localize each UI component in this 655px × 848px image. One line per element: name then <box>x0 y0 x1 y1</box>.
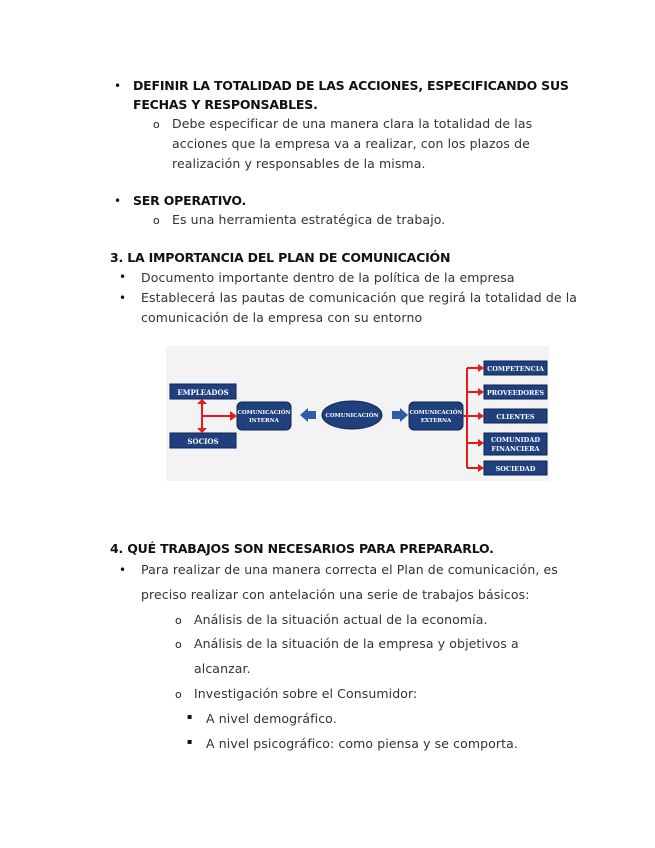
circle-bullet: o <box>175 614 182 627</box>
section4-sub1: Análisis de la situación actual de la economía. <box>194 612 488 627</box>
section3-heading: 3. LA IMPORTANCIA DEL PLAN DE COMUNICACIÓN <box>110 250 451 265</box>
section4-sub2-cont: alcanzar. <box>194 661 251 676</box>
interna-label-2: INTERNA <box>249 418 279 424</box>
square-bullet: ▪ <box>187 737 193 746</box>
section4-subsub1: A nivel demográfico. <box>206 711 337 726</box>
item1-sub-text: Debe especificar de una manera clara la totalidad de las <box>172 116 533 131</box>
item1-sub-text-3: realización y responsables de la misma. <box>172 156 426 171</box>
item1-sub-text-2: acciones que la empresa va a realizar, con los plazos de <box>172 136 530 151</box>
externa-label-1: COMUNICACIÓN <box>409 410 463 416</box>
box-comunidad-financiera <box>484 433 547 455</box>
bullet-mark: • <box>119 563 127 577</box>
section3-bullet2-cont: comunicación de la empresa con su entorno <box>141 310 423 325</box>
proveedores-label: PROVEEDORES <box>486 389 545 397</box>
box-socios <box>170 433 236 448</box>
bullet-mark: • <box>114 194 122 208</box>
circle-bullet: o <box>153 118 160 131</box>
section4-bullet1: Para realizar de una manera correcta el Plan de comunicación, es <box>141 562 558 577</box>
section4-sub2: Análisis de la situación de la empresa y objetivos a <box>194 636 519 651</box>
item2-sub-text: Es una herramienta estratégica de trabajo. <box>172 212 446 227</box>
item1-title-cont: FECHAS Y RESPONSABLES. <box>133 97 318 112</box>
section4-subsub2: A nivel psicográfico: como piensa y se comporta. <box>206 736 518 751</box>
center-label: COMUNICACIÓN <box>325 413 379 419</box>
box-comunicacion-interna <box>237 402 291 430</box>
circle-bullet: o <box>153 214 160 227</box>
section4-heading: 4. QUÉ TRABAJOS SON NECESARIOS PARA PREPARARLO. <box>110 541 494 556</box>
communication-diagram <box>166 346 549 481</box>
bullet-mark: • <box>119 270 127 284</box>
interna-label-1: COMUNICACIÓN <box>237 410 291 416</box>
ellipse-comunicacion <box>322 401 382 429</box>
box-clientes <box>484 409 547 423</box>
comunidad-label-2: FINANCIERA <box>491 445 540 453</box>
bullet-mark: • <box>119 291 127 305</box>
circle-bullet: o <box>175 688 182 701</box>
section4-sub3: Investigación sobre el Consumidor: <box>194 686 418 701</box>
box-empleados <box>170 384 236 399</box>
clientes-label: CLIENTES <box>496 413 535 421</box>
externa-label-2: EXTERNA <box>420 418 452 424</box>
box-sociedad <box>484 461 547 475</box>
comunidad-label-1: COMUNIDAD <box>491 436 540 444</box>
bullet-mark: • <box>114 79 122 93</box>
section3-bullet1: Documento importante dentro de la política de la empresa <box>141 270 515 285</box>
square-bullet: ▪ <box>187 712 193 721</box>
box-comunicacion-externa <box>409 402 463 430</box>
section3-bullet2: Establecerá las pautas de comunicación que regirá la totalidad de la <box>141 290 578 305</box>
box-proveedores <box>484 385 547 399</box>
box-competencia <box>484 361 547 375</box>
item1-title: DEFINIR LA TOTALIDAD DE LAS ACCIONES, ESPECIFICANDO SUS <box>133 78 569 93</box>
sociedad-label: SOCIEDAD <box>495 465 536 473</box>
section4-bullet1-cont: preciso realizar con antelación una serie de trabajos básicos: <box>141 587 530 602</box>
competencia-label: COMPETENCIA <box>487 365 544 373</box>
circle-bullet: o <box>175 638 182 651</box>
box-socios-label: SOCIOS <box>187 437 219 446</box>
item2-title: SER OPERATIVO. <box>133 193 247 208</box>
box-empleados-label: EMPLEADOS <box>177 388 229 397</box>
